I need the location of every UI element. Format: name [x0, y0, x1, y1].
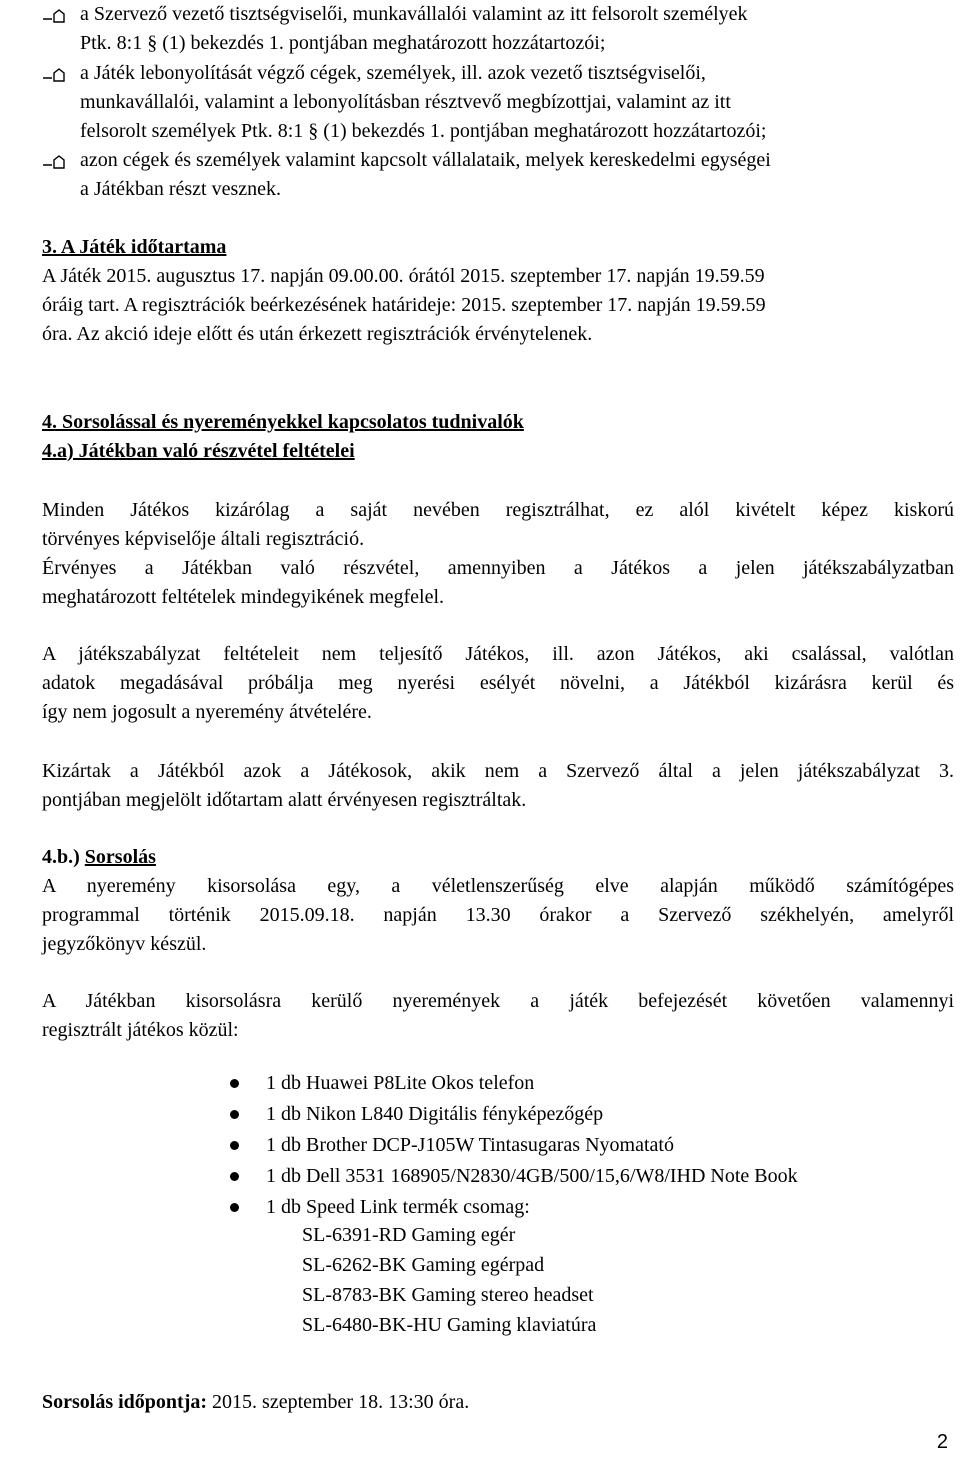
paragraph-line: A nyeremény kisorsolása egy, a véletlenszerűség elve alapján működő számítógépes — [42, 875, 954, 897]
dash-bullet-icon — [42, 5, 66, 25]
bullet-dot-icon — [230, 1141, 239, 1150]
paragraph-line: Minden Játékos kizárólag a saját nevében regisztrálhat, ez alól kivételt képez kiskorú — [42, 499, 954, 521]
section-heading: 3. A Játék időtartama — [42, 236, 227, 258]
bullet-dot-icon — [230, 1110, 239, 1119]
section-4 — [42, 408, 954, 466]
dash-bullet-icon — [42, 151, 66, 171]
subsection-number: 4.b.) — [42, 846, 80, 868]
section-heading: 4. Sorsolással és nyereményekkel kapcsolatos tudnivalók — [42, 411, 524, 433]
list-item — [222, 1161, 942, 1192]
draw-time-value: 2015. szeptember 18. 13:30 óra. — [207, 1391, 470, 1413]
list-item: SL-6480-BK-HU Gaming klaviatúra — [302, 1314, 597, 1336]
subsection-heading — [42, 843, 954, 872]
list-item — [222, 1099, 942, 1130]
prize-label: 1 db Brother DCP-J105W Tintasugaras Nyomatató — [266, 1134, 674, 1156]
paragraph-line: adatok megadásával próbálja meg nyerési esélyét növelni, a Játékból kizárásra kerül és — [42, 672, 954, 694]
list-item — [222, 1130, 942, 1161]
list-item: SL-6391-RD Gaming egér — [302, 1224, 516, 1246]
list-item-line: felsorolt személyek Ptk. 8:1 § (1) bekezdés 1. pontjában meghatározott hozzátartozói; — [80, 120, 767, 142]
draw-time — [42, 1388, 954, 1417]
prize-list — [222, 1068, 942, 1223]
paragraph-line: jegyzőkönyv készül. — [42, 933, 207, 955]
dash-bullet-icon — [42, 64, 66, 84]
list-item — [42, 59, 954, 146]
subsection-heading: 4.a) Játékban való részvétel feltételei — [42, 440, 355, 462]
list-item-line: a Szervező vezető tisztségviselői, munkavállalói valamint az itt felsorolt személyek — [80, 3, 748, 25]
paragraph — [42, 640, 954, 727]
prize-label: 1 db Speed Link termék csomag: — [266, 1196, 530, 1218]
prize-label: 1 db Huawei P8Lite Okos telefon — [266, 1072, 535, 1094]
list-item — [222, 1068, 942, 1099]
speedlink-list — [302, 1220, 902, 1340]
bullet-dot-icon — [230, 1079, 239, 1088]
list-item — [222, 1192, 942, 1223]
prize-label: 1 db Nikon L840 Digitális fényképezőgép — [266, 1103, 604, 1125]
paragraph-line: Érvényes a Játékban való részvétel, amennyiben a Játékos a jelen játékszabályzatban — [42, 557, 954, 579]
list-item — [42, 0, 954, 58]
paragraph — [42, 757, 954, 815]
list-item: SL-6262-BK Gaming egérpad — [302, 1254, 545, 1276]
paragraph — [42, 496, 954, 612]
paragraph-line: Kizártak a Játékból azok a Játékosok, akik nem a Szervező által a jelen játékszabályzat 3. — [42, 760, 954, 782]
paragraph-line: A Játék 2015. augusztus 17. napján 09.00.00. órától 2015. szeptember 17. napján 19.59.59 — [42, 265, 765, 287]
paragraph-line: programmal történik 2015.09.18. napján 13.30 órakor a Szervező székhelyén, amelyről — [42, 904, 954, 926]
page-number: 2 — [936, 1431, 948, 1453]
subsection-title: Sorsolás — [84, 846, 156, 868]
list-item-line: azon cégek és személyek valamint kapcsolt vállalataik, melyek kereskedelmi egységei — [80, 149, 771, 171]
paragraph-line: óra. Az akció ideje előtt és után érkezett regisztrációk érvénytelenek. — [42, 323, 593, 345]
list-item: SL-8783-BK Gaming stereo headset — [302, 1284, 594, 1306]
paragraph-line: pontjában megjelölt időtartam alatt érvényesen regisztráltak. — [42, 789, 527, 811]
paragraph-line: óráig tart. A regisztrációk beérkezésének határideje: 2015. szeptember 17. napján 19.59.59 — [42, 294, 766, 316]
list-item — [42, 146, 954, 204]
list-item-line: munkavállalói, valamint a lebonyolításban résztvevő megbízottjai, valamint az itt — [80, 91, 731, 113]
paragraph-line: regisztrált játékos közül: — [42, 1019, 239, 1041]
paragraph — [42, 987, 954, 1045]
section-3 — [42, 233, 954, 349]
list-item-line: a Játékban részt vesznek. — [80, 178, 282, 200]
paragraph-line: meghatározott feltételek mindegyikének megfelel. — [42, 586, 445, 608]
paragraph-line: A Játékban kisorsolásra kerülő nyeremények a játék befejezését követően valamennyi — [42, 990, 954, 1012]
draw-time-label: Sorsolás időpontja: — [42, 1391, 208, 1413]
paragraph-line: A játékszabályzat feltételeit nem teljesítő Játékos, ill. azon Játékos, aki csalással, valótlan — [42, 643, 954, 665]
paragraph-line: törvényes képviselője általi regisztráció. — [42, 528, 365, 550]
list-item-line: Ptk. 8:1 § (1) bekezdés 1. pontjában meghatározott hozzátartozói; — [80, 32, 606, 54]
prize-label: 1 db Dell 3531 168905/N2830/4GB/500/15,6/W8/IHD Note Book — [266, 1165, 798, 1187]
bullet-dot-icon — [230, 1172, 239, 1181]
bullet-dot-icon — [230, 1203, 239, 1212]
subsection-4b — [42, 843, 954, 959]
paragraph-line: így nem jogosult a nyeremény átvételére. — [42, 701, 372, 723]
list-item-line: a Játék lebonyolítását végző cégek, személyek, ill. azok vezető tisztségviselői, — [80, 62, 706, 84]
